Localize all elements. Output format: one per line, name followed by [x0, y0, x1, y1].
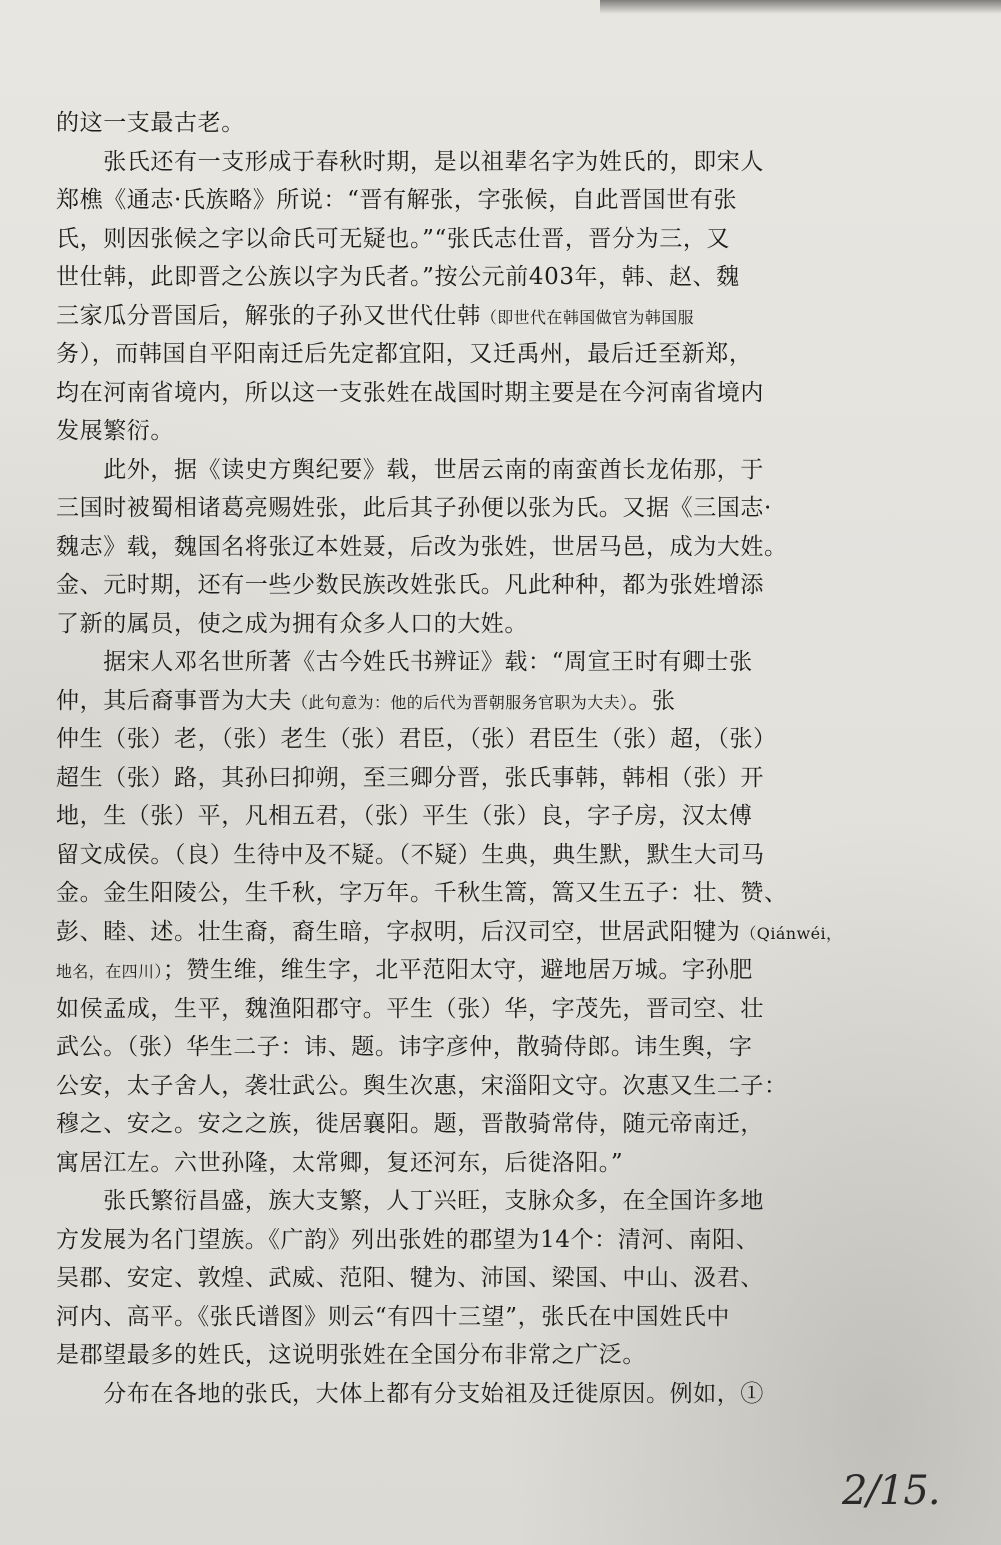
text-line: 河内、高平。《张氏谱图》则云“有四十三望”，张氏在中国姓氏中 [56, 1303, 731, 1330]
text-line: 魏志》载，魏国名将张辽本姓聂，后改为张姓，世居马邑，成为大姓。 [56, 533, 788, 560]
inline-note: （即世代在韩国做官为韩国服 [480, 307, 695, 327]
text-line: 超生（张）路，其孙曰抑朔，至三卿分晋，张氏事韩，韩相（张）开 [56, 764, 764, 791]
text-line: 寓居江左。六世孙隆，太常卿，复还河东，后徙洛阳。” [56, 1149, 624, 1176]
text-line: 公安，太子舍人，袭壮武公。舆生次惠，宋淄阳文守。次惠又生二子： [56, 1072, 788, 1099]
page-edge-shadow [600, 0, 1001, 14]
text-line: 金。金生阳陵公，生千秋，字万年。千秋生篙，篙又生五子：壮、赞、 [56, 880, 788, 906]
text-line-with-note [56, 951, 846, 990]
text-line: 了新的属员，使之成为拥有众多人口的大姓。 [56, 610, 528, 637]
text-line: 如侯孟成，生平，魏渔阳郡守。平生（张）华，字茂先，晋司空、壮 [56, 995, 764, 1022]
text-line: 是郡望最多的姓氏，这说明张姓在全国分布非常之广泛。 [56, 1342, 646, 1368]
text-line: 发展繁衍。 [56, 418, 174, 444]
inline-note: （此句意为：他的后代为晋朝服务官职为大夫） [292, 692, 629, 712]
text-line: 金、元时期，还有一些少数民族改姓张氏。凡此种种，都为张姓增添 [56, 572, 764, 598]
text-line-with-note [56, 913, 846, 952]
text-segment: ；赞生维，维生字，北平范阳太守，避地居万城。字孙肥 [162, 957, 753, 983]
text-line: 吴郡、安定、敦煌、武威、范阳、犍为、沛国、梁国、中山、汲君、 [56, 1265, 764, 1291]
text-line: 据宋人邓名世所著《古今姓氏书辨证》载：“周宣王时有卿士张 [56, 649, 753, 675]
text-segment: 仲，其后裔事晋为大夫 [56, 687, 292, 714]
text-line: 郑樵《通志·氏族略》所说：“晋有解张，字张候，自此晋国世有张 [56, 187, 738, 213]
inline-note: （Qiánwéi， [740, 923, 843, 943]
text-line: 务），而韩国自平阳南迁后先定都宜阳，又迁禹州，最后迁至新郑， [56, 341, 753, 367]
text-line-with-note [56, 682, 846, 721]
text-segment: 彭、睦、述。壮生裔，裔生暗，字叔明，后汉司空，世居武阳犍为 [56, 918, 741, 945]
text-line: 三国时被蜀相诸葛亮赐姓张，此后其子孙便以张为氏。又据《三国志· [56, 495, 772, 521]
text-segment: 。张 [628, 687, 676, 714]
text-line: 均在河南省境内，所以这一支张姓在战国时期主要是在今河南省境内 [56, 379, 764, 406]
text-line: 地，生（张）平，凡相五君，（张）平生（张）良，字子房，汉太傅 [56, 803, 753, 829]
text-line: 穆之、安之。安之之族，徙居襄阳。题，晋散骑常侍，随元帝南迁， [56, 1111, 764, 1137]
text-line: 氏，则因张候之字以命氏可无疑也。”“张氏志仕晋，晋分为三，又 [56, 225, 731, 252]
document-body [56, 104, 846, 1413]
text-line: 此外，据《读史方舆纪要》载，世居云南的南蛮酋长龙佑那，于 [56, 456, 764, 483]
text-line: 留文成侯。（良）生待中及不疑。（不疑）生典，典生默，默生大司马 [56, 841, 765, 868]
text-line-with-note [56, 297, 846, 336]
text-line: 分布在各地的张氏，大体上都有分支始祖及迁徙原因。例如，① [56, 1380, 764, 1407]
text-line: 的这一支最古老。 [56, 110, 245, 136]
text-line: 武公。（张）华生二子：讳、题。讳字彦仲，散骑侍郎。讳生舆，字 [56, 1034, 753, 1060]
text-line: 张氏还有一支形成于春秋时期，是以祖辈名字为姓氏的，即宋人 [56, 148, 764, 175]
text-segment: 三家瓜分晋国后，解张的子孙又世代仕韩 [56, 302, 481, 329]
text-line: 仲生（张）老，（张）老生（张）君臣，（张）君臣生（张）超，（张） [56, 726, 777, 752]
inline-note: 地名，在四川） [56, 962, 163, 981]
text-line: 方发展为名门望族。《广韵》列出张姓的郡望为14个：清河、南阳、 [56, 1226, 760, 1253]
handwritten-page-number: 2/15. [842, 1468, 940, 1514]
text-line: 张氏繁衍昌盛，族大支繁，人丁兴旺，支脉众多，在全国许多地 [56, 1188, 764, 1214]
text-line: 世仕韩，此即晋之公族以字为氏者。”按公元前403年，韩、赵、魏 [56, 264, 740, 290]
